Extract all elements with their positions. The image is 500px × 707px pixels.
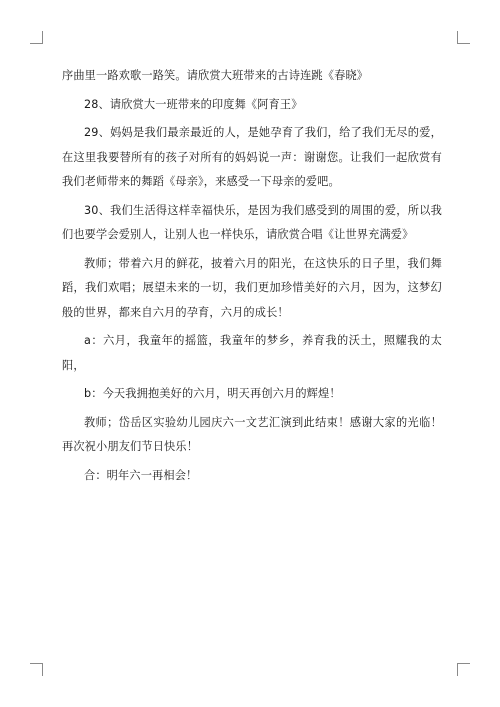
crop-mark-top-right <box>457 31 470 44</box>
paragraph-teacher-speech: 教师；带着六月的鲜花，披着六月的阳光，在这快乐的日子里，我们舞蹈，我们欢唱；展望未来的一切，我们更加珍惜美好的六月，因为，这梦幻般的世界，都来自六月的孕育，六月的成长！ <box>62 256 442 319</box>
paragraph-host-a: a：六月，我童年的摇篮，我童年的梦乡，养育我的沃土，照耀我的太阳， <box>62 334 442 372</box>
crop-mark-bottom-right <box>457 663 470 676</box>
paragraph-item-28: 28、请欣赏大一班带来的印度舞《阿育王》 <box>84 97 303 111</box>
paragraph-continuation: 序曲里一路欢歌一路笑。请欣赏大班带来的古诗连跳《春晓》 <box>62 69 369 82</box>
paragraph-teacher-closing: 教师；岱岳区实验幼儿园庆六一文艺汇演到此结束！感谢大家的光临！再次祝小朋友们节日快乐！ <box>62 415 442 453</box>
paragraph-all-together: 合：明年六一再相会！ <box>84 468 198 482</box>
paragraph-item-29: 29、妈妈是我们最亲最近的人，是她孕育了我们，给了我们无尽的爱，在这里我要替所有的孩子对所有的妈妈说一声：谢谢您。让我们一起欣赏有我们老师带来的舞蹈《母亲》，来感受一下母亲的爱吧。 <box>62 126 442 188</box>
crop-mark-top-left <box>30 31 43 44</box>
document-body <box>62 64 442 492</box>
paragraph-item-30: 30、我们生活得这样幸福快乐，是因为我们感受到的周围的爱，所以我们也要学会爱别人，让别人也一样快乐，请欣赏合唱《让世界充满爱》 <box>62 203 442 241</box>
crop-mark-bottom-left <box>30 663 43 676</box>
paragraph-host-b: b：今天我拥抱美好的六月，明天再创六月的辉煌！ <box>84 387 341 400</box>
